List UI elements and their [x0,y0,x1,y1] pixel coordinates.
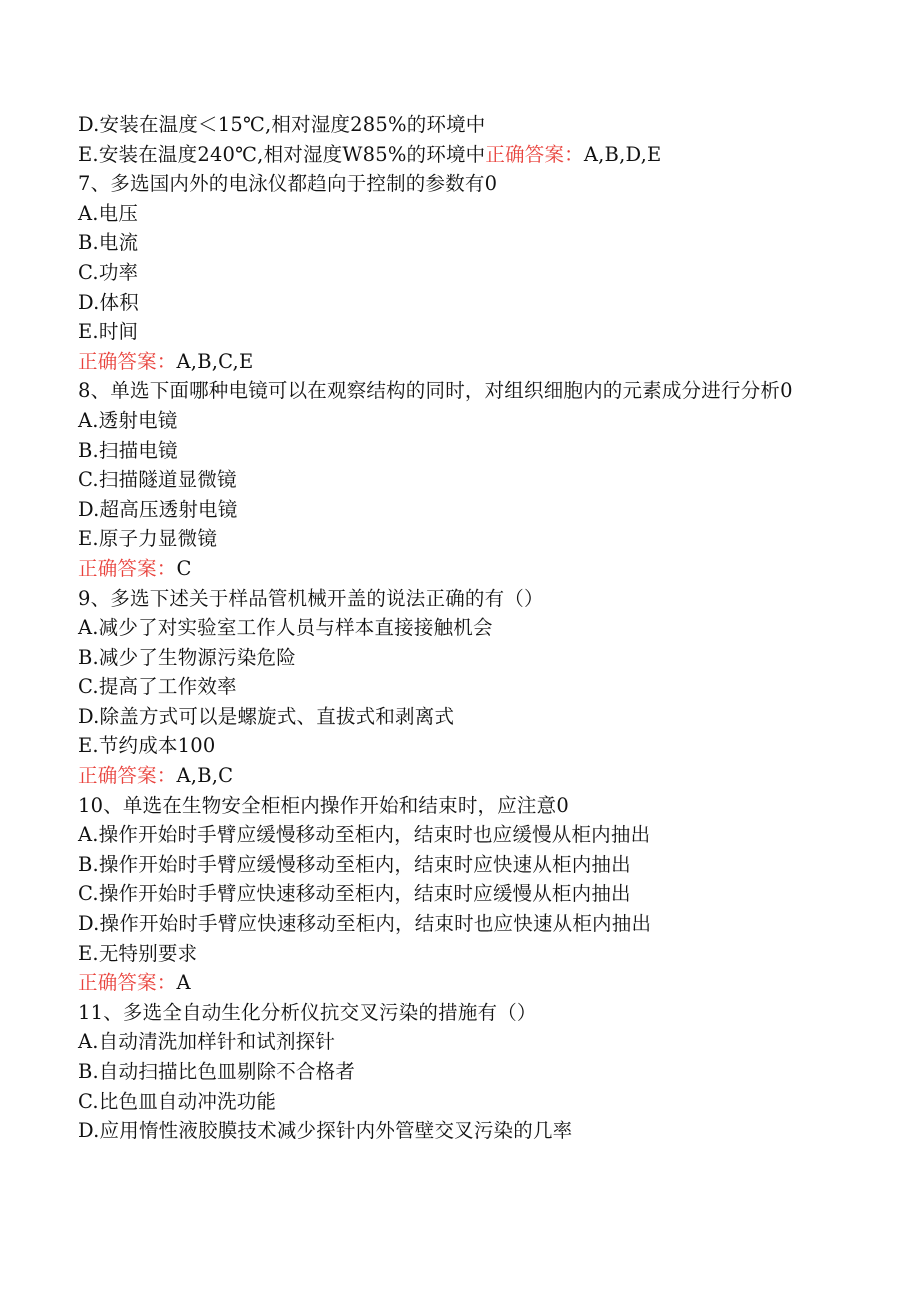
line-text: D.操作开始时手臂应快速移动至柜内，结束时也应快速从柜内抽出 [78,912,652,936]
option-text [78,495,848,525]
line-text: D.超高压透射电镜 [78,497,238,521]
line-text: B.扫描电镜 [78,438,178,462]
line-text: D.安装在温度＜15℃,相对湿度285%的环境中 [78,113,486,136]
line-text: C.操作开始时手臂应快速移动至柜内，结束时应缓慢从柜内抽出 [78,882,631,906]
answer-value: A,B,C [176,764,234,788]
option-text [78,228,848,258]
answer-value: C [176,556,192,580]
option-text [78,1087,848,1117]
answer-label: 正确答案： [485,142,584,166]
option-text [78,672,848,702]
correct-answer [78,554,848,584]
question-text [78,998,848,1028]
correct-answer [78,347,848,377]
correct-answer [78,968,848,998]
line-text: B.电流 [78,231,139,255]
question-text [78,169,848,199]
line-text: A.透射电镜 [78,408,178,432]
line-text: A.操作开始时手臂应缓慢移动至柜内，结束时也应缓慢从柜内抽出 [78,823,651,847]
option-text [78,879,848,909]
option-text [78,613,848,643]
option-text [78,406,848,436]
option-text [78,317,848,347]
option-text [78,702,848,732]
line-text: 10、单选在生物安全柜柜内操作开始和结束时，应注意0 [78,793,569,817]
option-text [78,643,848,673]
option-text [78,258,848,288]
answer-value: A [176,971,191,995]
line-text: C.扫描隧道显微镜 [78,468,237,492]
line-text: D.体积 [78,290,139,314]
option-text [78,909,848,939]
line-text: B.自动扫描比色皿剔除不合格者 [78,1060,356,1083]
option-text [78,731,848,761]
line-text: E.节约成本100 [78,734,216,758]
question-text [78,376,838,406]
line-text: 11、多选全自动生化分析仪抗交叉污染的措施有（） [78,1000,537,1024]
line-text: B.减少了生物源污染危险 [78,645,296,669]
line-text: A.减少了对实验室工作人员与样本直接接触机会 [78,616,493,640]
option-text [78,1057,848,1087]
option-text [78,288,848,318]
option-text [78,1027,848,1057]
option-text [78,524,848,554]
line-text: E.时间 [78,320,139,344]
line-text: 9、多选下述关于样品管机械开盖的说法正确的有（） [78,586,544,610]
answer-value: A,B,C,E [176,349,254,373]
option-text [78,850,848,880]
option-text [78,1116,848,1146]
option-text [78,939,848,969]
option-text [78,140,848,170]
option-text [78,199,848,229]
correct-answer [78,761,848,791]
option-text [78,820,848,850]
answer-value: A,B,D,E [583,142,662,166]
line-text: E.安装在温度240℃,相对湿度W85%的环境中 [78,142,486,166]
line-text: D.应用惰性液胶膜技术减少探针内外管壁交叉污染的几率 [78,1119,573,1143]
line-text: A.电压 [78,201,139,225]
line-text: B.操作开始时手臂应缓慢移动至柜内，结束时应快速从柜内抽出 [78,852,631,876]
option-text [78,110,848,140]
line-text: D.除盖方式可以是螺旋式、直拔式和剥离式 [78,704,455,728]
question-text [78,791,848,821]
answer-label: 正确答案： [78,764,177,788]
line-text: E.无特别要求 [78,941,198,965]
answer-label: 正确答案： [78,971,177,995]
question-text [78,584,848,614]
answer-label: 正确答案： [78,349,177,373]
document-page [78,110,848,1146]
option-text [78,465,848,495]
line-text: 7、多选国内外的电泳仪都趋向于控制的参数有0 [78,172,498,196]
line-text: E.原子力显微镜 [78,527,218,551]
answer-label: 正确答案： [78,556,177,580]
option-text [78,436,848,466]
line-text: C.功率 [78,260,139,284]
line-text: A.自动清洗加样针和试剂探针 [78,1030,336,1054]
line-text: 8、单选下面哪种电镜可以在观察结构的同时，对组织细胞内的元素成分进行分析0 [78,379,793,403]
line-text: C.提高了工作效率 [78,675,237,699]
line-text: C.比色皿自动冲洗功能 [78,1089,277,1113]
